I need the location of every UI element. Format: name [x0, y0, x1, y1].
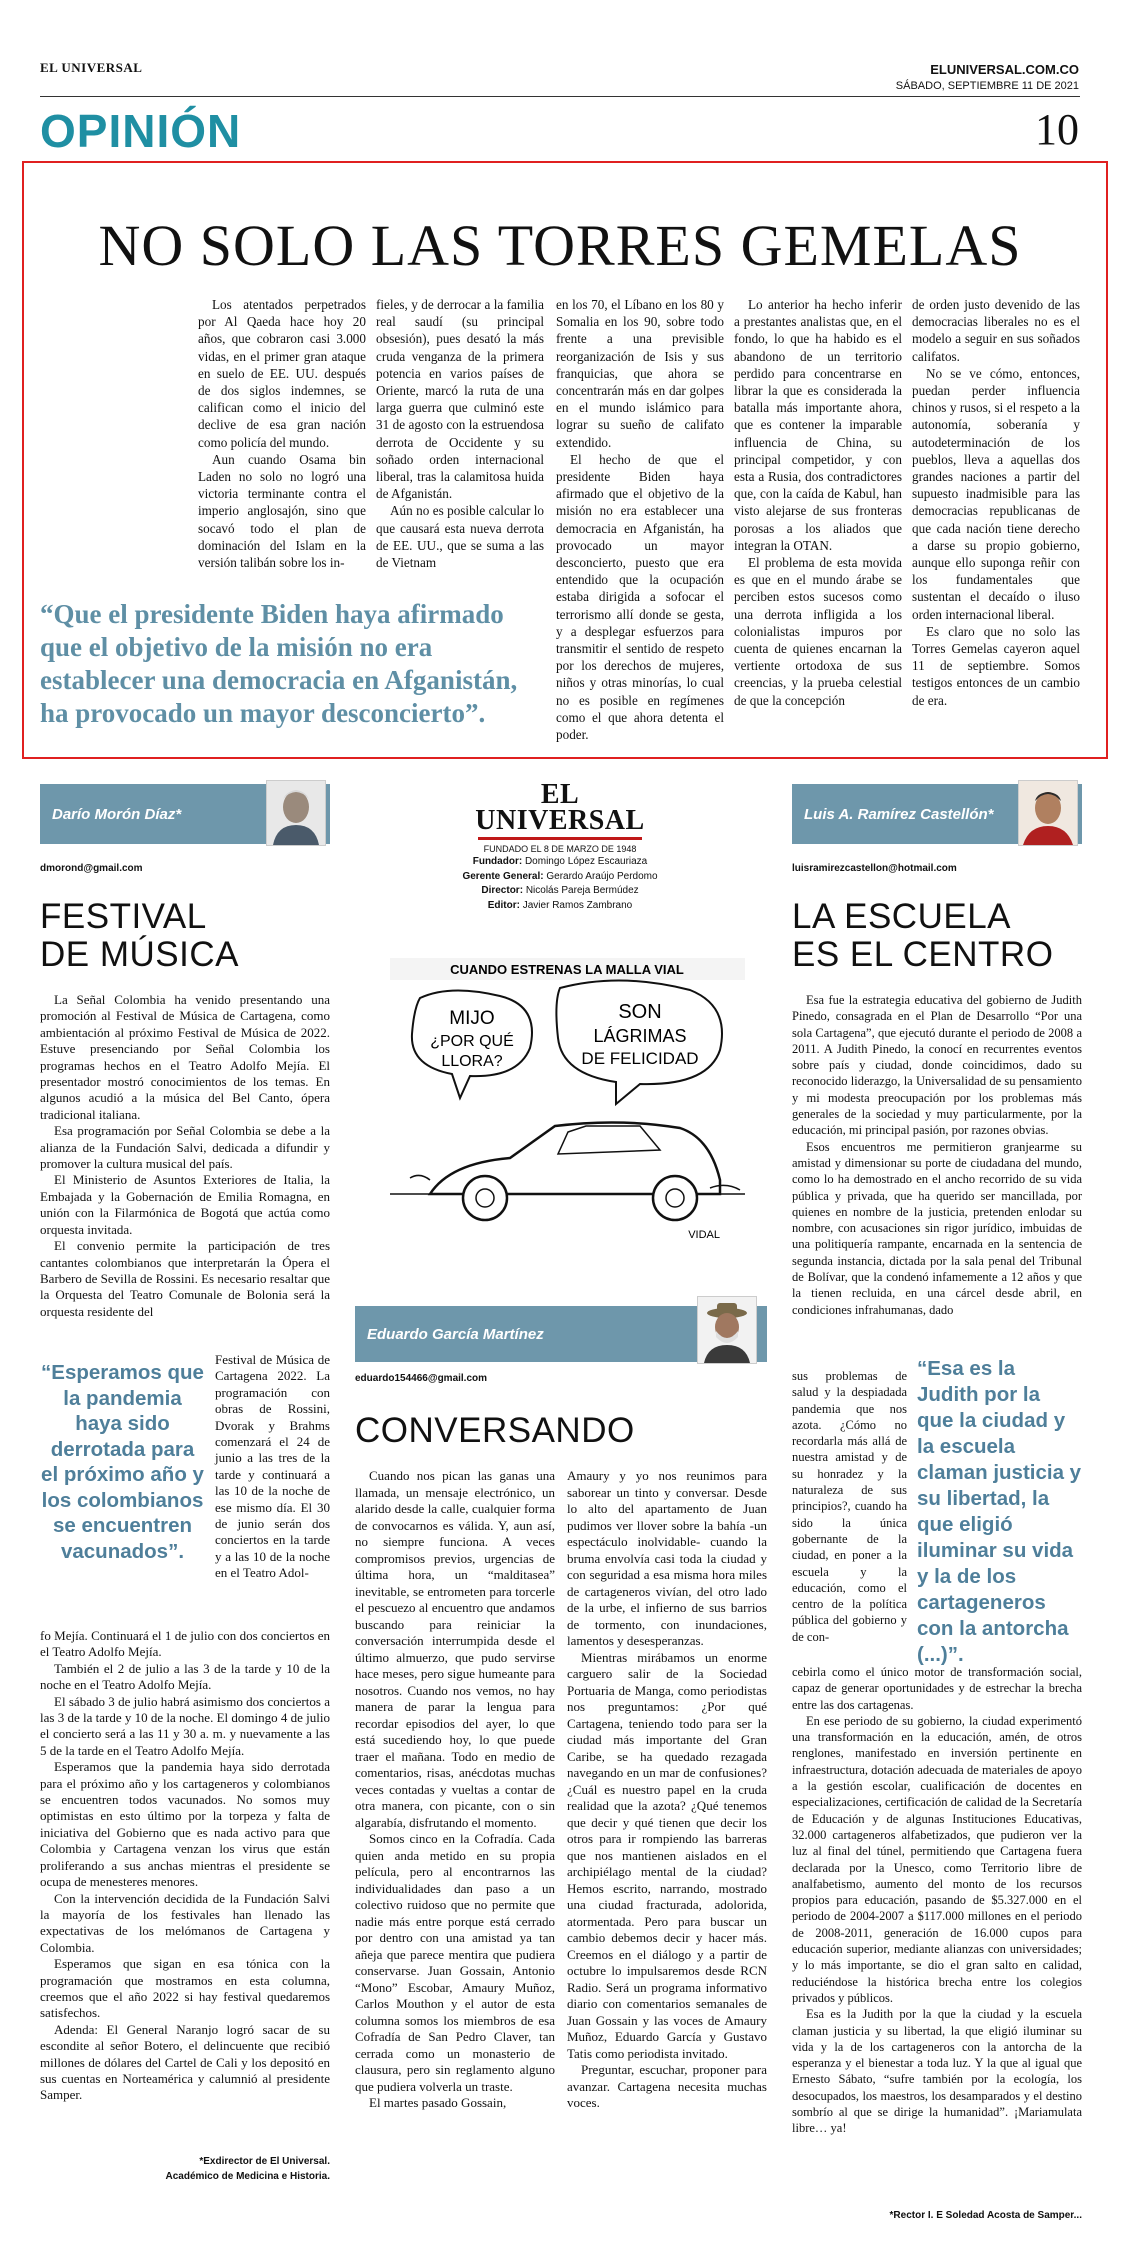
editorial-title: NO SOLO LAS TORRES GEMELAS [98, 213, 1022, 278]
paragraph: Los atentados perpetrados por Al Qaeda hace hoy 20 años, que cobraron casi 3.000 vidas, en el primer gran ataque en suelo de EE. UU. después de dos siglos indemnes, se califican como el inicio del declive de esa gran nación como policía del mundo. [198, 297, 366, 450]
author-bar-left [40, 784, 330, 844]
paragraph: El sábado 3 de julio habrá asimismo dos conciertos a las 3 de la tarde y 10 de la noche. El domingo 4 de julio el concierto será a las 11 y 30 a. m. y nuevamente a las 5 de la tarde en el Teatro Adolfo Mejía. [40, 1693, 330, 1758]
right-article-signature: *Rector I. E Soledad Acosta de Samper... [889, 2210, 1082, 2221]
paragraph: Mientras mirábamos un enorme carguero salir de la Sociedad Portuaria de Manga, como periodistas nos preguntamos: ¿Por qué Cartagena, teniendo todo para ser la ciudad más importante del Gran Caribe, se ha quedado rezagada navegando en un mar de confusiones? ¿Cuál es nuestro papel en la cruda realidad que la azota? ¿Qué tenemos que decir y qué tienen que decir los otros para ir rompiendo las barreras que nos mantienen aislados en el archipiélago mental de la ciudad? Hemos escrito, narrando, mostrado una ciudad fracturada, adolorida, atormentada. Pero para buscar un cambio debemos decir y hacer más. Creemos en el diálogo y a partir de octubre lo impulsaremos desde RCN Radio. Será un programa informativo diario con comentarios semanales de Juan Gossain y las voces de Amaury Muñoz, Eduardo García y Gustavo Tatis como periodista invitado. [567, 1649, 767, 2061]
cartoon-bubble-1-line-3: LLORA? [441, 1053, 503, 1070]
paragraph: El hecho de que el presidente Biden haya afirmado que el objetivo de la misión no era establecer una democracia en Afganistán, ha provocado un mayor desconcierto, puesto que era entendido que la ocupación estaba dirigida a sofocar el terrorismo allí donde se gesta, y a desplegar esfuerzos para transmitir el sentido de respeto por los derechos de mujeres, niños y otras minorías, lo cual no es posible en regímenes como el que ahora detenta el poder. [556, 451, 724, 743]
right-article-title [792, 898, 1053, 974]
left-article-title [40, 898, 239, 974]
author-email[interactable]: dmorond@gmail.com [40, 863, 143, 874]
paragraph: Esperamos que la pandemia haya sido derrotada para el próximo año y los cartageneros y colombianos se encuentren todos vacunados. No somos muy optimistas en esto último por la torpeza y falta de iniciativa del Gobierno que es nada activo para que Colombia y Cartagena venzan los virus que están proliferando a sus anchas mientras el presidente se ocupa de menesteres menores. [40, 1759, 330, 1890]
paragraph: Somos cinco en la Cofradía. Cada quien anda metido en su propia película, pero al encontrarnos las individualidades dan paso a un colectivo ruidoso que no permite que nadie más entre porque está cerrado por dentro con una amistad ya tan añeja que parece mentira que pudiera conservarse. Juan Gossain, Antonio “Mono” Escobar, Amaury Muñoz, Carlos Mouthon y el autor de esta columna somos los miembros de esa Cofradía de San Pedro Claver, tan cerrada como un monasterio de clausura, pero sin reglamento alguno que pudiera volverla un traste. [355, 1831, 555, 2094]
paragraph: También el 2 de julio a las 3 de la tarde y 10 de la noche en el Teatro Adolfo Mejía. [40, 1660, 330, 1693]
page-number: 10 [1035, 105, 1079, 154]
paragraph: Festival de Música de Cartagena 2022. La programación con obras de Rossini, Dvorak y Brahms comenzará el 24 de junio a las tres de la tarde y continuará a las 10 de la noche de ese mismo día. El 30 de junio serán dos conciertos en la tarde y a las 10 de la noche en el Teatro Adol- [215, 1352, 330, 1581]
header-divider [40, 96, 1080, 97]
credit-line [430, 884, 690, 899]
author-name: Darío Morón Díaz* [52, 806, 182, 823]
credit-name: Javier Ramos Zambrano [522, 899, 633, 911]
signature-line: Académico de Medicina e Historia. [165, 2171, 330, 2182]
title-line: LA ESCUELA [792, 897, 1011, 936]
editorial-column-4 [734, 296, 902, 709]
paragraph: cebirla como el único motor de transformación social, capaz de generar oportunidades y de estrechar la brecha entre las dos cartagenas. [792, 1665, 1082, 1712]
section-title: OPINIÓN [40, 105, 242, 157]
paragraph: Con la intervención decidida de la Fundación Salvi la mayoría de los festivales han llenado las expectativas de los melómanos de Cartagena y Colombia. [40, 1890, 330, 1955]
paragraph: sus problemas de salud y la despiadada pandemia que nos azota. ¿Cómo no recordarla más allá de nuestra amistad y de su honradez y la naturaleza de sus principios?, cuando ha sido la única gobernante de la ciudad, en poner a la escuela y la educación, como el centro de la política pública del gobierno y de con- [792, 1369, 907, 1644]
author-email[interactable]: eduardo154466@gmail.com [355, 1373, 488, 1384]
masthead-red-line [478, 837, 642, 840]
cartoon-bubble-2-line-2: LÁGRIMAS [593, 1026, 687, 1046]
left-article-body-top [40, 992, 330, 1320]
paragraph: La Señal Colombia ha venido presentando una promoción al Festival de Música de Cartagena, como ambientación al próximo Festival de Música de 2022. Estuve presenciando por Señal Colombia los programas hechos en el Teatro Adolfo Mejía. El presentador mostró conocimientos de los temas. En algunos acudió a la música del Bel Canto, ópera tradicional italiana. [40, 992, 330, 1122]
title-line: DE MÚSICA [40, 935, 239, 974]
right-article-body-side [792, 1368, 907, 1645]
left-pull-quote: “Esperamos que la pandemia haya sido derrotada para el próximo año y los colombianos se encuentren vacunados”. [41, 1361, 204, 1563]
cartoon-bubble-1-line-1: MIJO [449, 1008, 495, 1029]
credit-name: Domingo López Escauriaza [524, 856, 648, 867]
masthead-credits [430, 855, 690, 913]
cartoon-signature: VIDAL [688, 1229, 720, 1241]
paragraph: de orden justo devenido de las democracias liberales no es el modelo a seguir en sus soñados califatos. [912, 297, 1080, 364]
credit-role: Editor: [487, 899, 520, 911]
newspaper-logo-small: EL UNIVERSAL [40, 60, 143, 75]
masthead-logo: EL UNIVERSAL [475, 779, 645, 836]
paragraph: fieles, y de derrocar a la familia real saudí (su principal obsesión), pues desató la más cruda venganza de la primera potencia en varios países de Oriente, marcó la ruta de una larga guerra que culminó este 31 de agosto con la estruendosa derrota de Occidente y su soñado orden internacional liberal, tras la calamitosa huida de Afganistán. [376, 297, 544, 502]
author-name: Eduardo García Martínez [367, 1326, 544, 1343]
credit-line [430, 870, 690, 885]
cartoon-caption: CUANDO ESTRENAS LA MALLA VIAL [450, 962, 684, 977]
paragraph: Es claro que no solo las Torres Gemelas cayeron aquel 11 de septiembre. Somos testigos entonces de un cambio de era. [912, 623, 1080, 708]
center-article-column-1 [355, 1468, 555, 2112]
paragraph: Esperamos que sigan en esa tónica con la programación que mostramos en esta columna, creemos que el año 2022 si hay festival quedaremos satisfechos. [40, 1956, 330, 2021]
author-bar-right [792, 784, 1082, 844]
cartoon-bubble-2-line-3: DE FELICIDAD [581, 1049, 699, 1068]
masthead [470, 779, 650, 854]
paragraph: Amaury y yo nos reunimos para saborear un tinto y conversar. Desde lo alto del apartamento de Juan pudimos ver llover sobre la bahía -un espectáculo inolvidable- cuando la bruma envolvía casi toda la ciudad y con seguridad a esa misma hora miles de cartageneros vivían, del otro lado de la urbe, el infierno de sus barrios de tormento, con inundaciones, lamentos y desesperanzas. [567, 1468, 767, 1648]
paragraph: El convenio permite la participación de tres cantantes colombianos que interpretarán la Ópera el Barbero de Sevilla de Rossini. Es necesario resaltar que la Orquesta del Teatro Comunale de Bolonia será la orquesta residente del [40, 1238, 330, 1319]
cartoon-bubble-1-line-2: ¿POR QUÉ [430, 1033, 514, 1050]
paragraph: Cuando nos pican las ganas una llamada, un mensaje electrónico, un alarido desde la calle, cualquier forma de convocarnos es válida. Y, aun así, no siempre funciona. A veces compromisos previos, urgencias de última hora, un “malditasea” inevitable, se entrometen para torcerle el pescuezo al encuentro que andamos buscando para reiniciar la conversación interrumpida desde el último almuerzo, que pudo servirse hace meses, pero sigue humeante para nosotros. Cuando nos vemos, no hay manera de parar la lengua para recordar episodios del ayer, lo que está sucediendo hoy, lo que puede traer el mañana. Todo en medio de comentarios, risas, anécdotas muchas veces contadas y vueltas a contar de otra manera, con picante, con o sin algarabía, disfrutando el momento. [355, 1468, 555, 1830]
author-email[interactable]: luisramirezcastellon@hotmail.com [792, 863, 957, 874]
author-name: Luis A. Ramírez Castellón* [804, 806, 994, 823]
site-url[interactable]: ELUNIVERSAL.COM.CO [930, 62, 1079, 77]
editorial-column-3 [556, 296, 724, 743]
left-article-signature [40, 2156, 330, 2182]
title-line: FESTIVAL [40, 897, 207, 936]
editorial-column-2 [376, 296, 544, 571]
paragraph: Aun cuando Osama bin Laden no solo no logró una victoria terminante contra el imperio anglosajón, sino que socavó todo el plan de dominación del Islam en la versión talibán sobre los in- [198, 451, 366, 571]
paragraph: Esa es la Judith por la que la ciudad y la escuela claman justicia y su libertad, la que eligió iluminar su vida y la de los cartageneros con la antorcha de la esperanza y el bienestar a toda luz. Y la que al igual que Ernesto Sábato, “sufre también por la ecología, los desocupados, los maestros, los desamparados y el destino sombrío al que se dirige la humanidad”. ¡Mariamulata libre… ya! [792, 2007, 1082, 2136]
paragraph: Adenda: El General Naranjo logró sacar de su escondite al señor Botero, el delincuente que recibió millones de dólares del Cartel de Cali y los depositó en sus cuentas en Norteamérica y calumnió al presidente Samper. [40, 2021, 330, 2103]
paragraph: Esos encuentros me permitieron granjearme su amistad y dimensionar su porte de ciudadana del mundo, como lo ha demostrado en el ancho recorrido de su vida pública y privada, que ha querido ser mancillada, por quienes en nombre de la justicia, pretenden enlodar su nombre, con acusaciones sin rigor jurídico, imbuidas de una politiquería rampante, encarnada en la sentencia de segunda instancia, dictada por la sala penal del Tribunal de Bolívar, que la condenó infamemente a 12 años y que la tienen recluida, en una cárcel desde abril, en condiciones infrahumanas, dado [792, 1139, 1082, 1317]
author-photo [266, 780, 326, 846]
cartoon-bubble-2-line-1: SON [618, 1001, 662, 1023]
left-article-body-bottom [40, 1628, 330, 2104]
right-pull-quote: “Esa es la Judith por la que la ciudad y la escuela claman justicia y su libertad, la que eligió iluminar su vida y la de los cartageneros con la antorcha (...)”. [917, 1357, 1082, 1666]
paragraph: Preguntar, escuchar, proponer para avanzar. Cartagena necesita muchas voces. [567, 2062, 767, 2110]
paragraph: en los 70, el Líbano en los 80 y Somalia en los 90, sobre todo frente a una previsible reorganización de Isis y sus franquicias, que ahora se concentrarán más en dar golpes en el mundo islámico para lograr su sueño de califato extendido. [556, 297, 724, 450]
author-photo [697, 1296, 757, 1364]
title-line: ES EL CENTRO [792, 935, 1054, 974]
paragraph: fo Mejía. Continuará el 1 de julio con dos conciertos en el Teatro Adolfo Mejía. [40, 1628, 330, 1660]
credit-role: Director: [481, 885, 524, 896]
paragraph: Esa programación por Señal Colombia se debe a la alianza de la Fundación Salvi, dedicada a difundir y promover la cultura musical del país. [40, 1123, 330, 1172]
center-article-title: CONVERSANDO [355, 1411, 635, 1450]
paragraph: No se ve cómo, entonces, puedan perder influencia chinos y rusos, si el respeto a la autonomía, soberanía y autodeterminación de los pueblos, lleva a aquellas dos grandes naciones a partir del supuesto inadmisible para las democracias republicanas de que cada nación tiene derecho a darse su propio gobierno, aunque ello suponga reñir con los fundamentales que sustentan el decaído o iluso orden internacional liberal. [912, 365, 1080, 622]
credit-line [430, 855, 690, 870]
masthead-founded: FUNDADO EL 8 DE MARZO DE 1948 [483, 844, 637, 854]
center-article-column-2 [567, 1468, 767, 2112]
editorial-cartoon [390, 958, 745, 1248]
right-article-body-top [792, 992, 1082, 1318]
issue-date: SÁBADO, SEPTIEMBRE 11 DE 2021 [895, 80, 1079, 92]
paragraph: Esa fue la estrategia educativa del gobierno de Judith Pinedo, consagrada en el Plan de Desarrollo “Por una sola Cartagena”, que ejecutó durante el periodo de 2008 a 2011. A Judith Pinedo, la conocí en recurrentes eventos sobre país y ciudad, donde coincidimos, dado su reconocido liderazgo, la Universalidad de su pensamiento y mi modesta preocupación por los problemas más generales de la sociedad y muy particularmente, por la educación, mi principal pasión, por razones obvias. [792, 993, 1082, 1138]
paragraph: En ese periodo de su gobierno, la ciudad experimentó una transformación en la educación, amén, de otros renglones, manifestado en inversión pertinente en infraestructura, dotación adecuada de materiales de apoyo a la gestión escolar, cualificación de docentes en especializaciones, certificación de calidad de la Secretaría de Educación y de algunas Instituciones Educativas, 32.000 cartageneros alfabetizados, que pudieron ver la luz al final del túnel, permitiendo que Cartagena fuera declarada por la Unesco, como Territorio libre de analfabetismo, aumento del monto de los recursos propios para educación, pasando de $5.327.000 en el periodo de 2004-2007 a $117.000 millones en el periodo de 2008-2011, generación de 16.000 cupos para educación superior, mediante alianzas con universidades; y lo más importante, se dio el gran salto en calidad, reduciéndose la histórica brecha entre los colegios privados y públicos. [792, 1713, 1082, 2005]
author-photo [1018, 780, 1078, 846]
editorial-pull-quote: “Que el presidente Biden haya afirmado que el objetivo de la misión no era establecer una democracia en Afganistán, ha provocado un mayor desconcierto”. [40, 599, 518, 728]
credit-name: Nicolás Pareja Bermúdez [525, 885, 639, 896]
credit-name: Gerardo Araújo Perdomo [546, 870, 658, 882]
credit-role: Gerente General: [462, 870, 544, 882]
paragraph: El Ministerio de Asuntos Exteriores de Italia, la Embajada y la Gobernación de Emilia Romagna, en unión con la Filarmónica de Bogotá que actúa como orquesta invitada. [40, 1172, 330, 1237]
paragraph: Lo anterior ha hecho inferir a prestantes analistas que, en el fondo, lo que ha habido es el abandono de un territorio perdido para concentrarse en librar la que es considerada la batalla más importante ahora, que es contener la imparable influencia de China, su principal competidor, y con esta a Rusia, dos contradictores que, con la caída de Kabul, han visto alejarse de sus fronteras porosas a los aliados que integran la OTAN. [734, 297, 902, 553]
paragraph: El problema de esta movida es que en el mundo árabe se perciben estos sucesos como una derrota infligida a los colonialistas impuros por cuenta de quienes encarnan la vertiente ortodoxa de sus creencias, y la prueba celestial de que la concepción [734, 555, 902, 708]
right-article-body-bottom [792, 1664, 1082, 2137]
editorial-column-1 [198, 296, 366, 571]
left-article-body-side [215, 1352, 330, 1582]
credit-line [430, 899, 690, 914]
editorial-column-5 [912, 296, 1080, 709]
credit-role: Fundador: [472, 856, 523, 867]
signature-line: *Exdirector de El Universal. [199, 2156, 330, 2167]
author-bar-center [355, 1306, 767, 1362]
paragraph: Aún no es posible calcular lo que causará esta nueva derrota de EE. UU., que se suma a las de Vietnam [376, 503, 544, 571]
paragraph: El martes pasado Gossain, [369, 2095, 507, 2110]
